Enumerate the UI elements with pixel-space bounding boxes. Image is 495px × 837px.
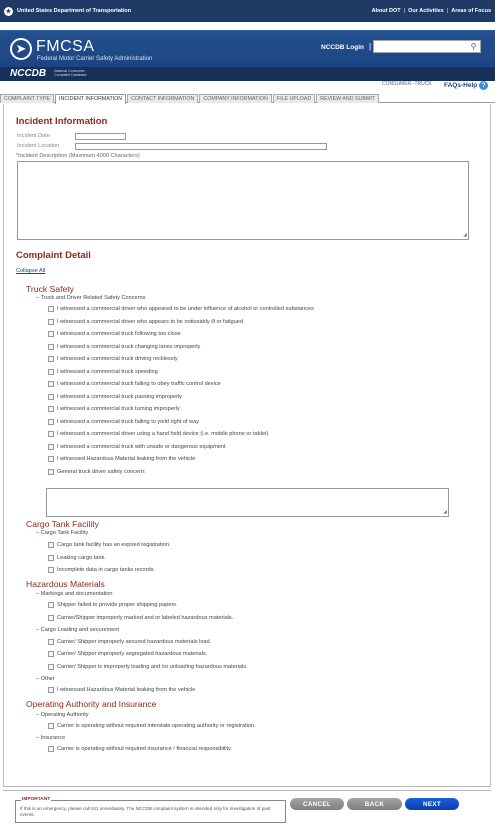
tab-file-upload[interactable]: FILE UPLOAD bbox=[273, 94, 315, 103]
checkbox-label: I witnessed a commercial truck speeding bbox=[57, 369, 158, 375]
agency-name: United States Department of Transportation bbox=[17, 8, 131, 14]
checkbox-label: I witnessed a commercial driver who appears to be noticeably ill or fatigued bbox=[57, 319, 243, 325]
truck-item-9[interactable] bbox=[48, 406, 180, 412]
consumer-truck-link[interactable]: CONSUMER--TRUCK bbox=[382, 81, 432, 87]
checkbox[interactable] bbox=[48, 369, 54, 375]
nccdb-login-link[interactable]: NCCDB Login bbox=[321, 44, 364, 51]
hazmat-heading: Hazardous Materials bbox=[26, 579, 105, 589]
truck-item-4[interactable] bbox=[48, 344, 200, 350]
resize-handle-icon[interactable]: ◢ bbox=[443, 509, 447, 515]
checkbox[interactable] bbox=[48, 664, 54, 670]
operating-authority-subheading: – Operating Authority bbox=[36, 712, 89, 718]
checkbox[interactable] bbox=[48, 615, 54, 621]
authority-item-1[interactable] bbox=[48, 723, 256, 729]
checkbox[interactable] bbox=[48, 381, 54, 387]
hazmat-other-subheading: – Other bbox=[36, 676, 55, 682]
checkbox[interactable] bbox=[48, 687, 54, 693]
checkbox-label: Incomplete data in cargo tanks records. bbox=[57, 567, 155, 573]
site-header bbox=[0, 30, 495, 67]
our-activities-link[interactable]: Our Activities bbox=[408, 8, 444, 14]
checkbox[interactable] bbox=[48, 542, 54, 548]
collapse-all-link[interactable]: Collapse All bbox=[16, 268, 46, 274]
checkbox-label: Carrier is operating without required insurance / financial responsibility. bbox=[57, 746, 232, 752]
checkbox-label: I witnessed a commercial driver who appeared to be under influence of alcohol or controlled substances bbox=[57, 306, 314, 312]
nccdb-logo: NCCDB bbox=[10, 68, 47, 79]
truck-item-2[interactable] bbox=[48, 319, 243, 325]
truck-item-7[interactable] bbox=[48, 381, 221, 387]
hazmat-markings-subheading: – Markings and documentation bbox=[36, 591, 113, 597]
footer-divider bbox=[3, 790, 491, 791]
checkbox[interactable] bbox=[48, 723, 54, 729]
complaint-detail-heading: Complaint Detail bbox=[16, 250, 91, 261]
general-concern-textarea[interactable] bbox=[46, 488, 449, 517]
header-divider: | bbox=[369, 42, 372, 51]
checkbox[interactable] bbox=[48, 567, 54, 573]
checkbox-label: Carrier/Shipper improperly marked and or labeled hazardous materials. bbox=[57, 615, 234, 621]
truck-item-3[interactable] bbox=[48, 331, 181, 337]
hazmat-item-6[interactable] bbox=[48, 687, 195, 693]
checkbox[interactable] bbox=[48, 651, 54, 657]
truck-item-1[interactable] bbox=[48, 306, 314, 312]
faq-label[interactable]: FAQs-Help bbox=[444, 82, 478, 89]
checkbox-label: I witnessed a commercial truck driving recklessly bbox=[57, 356, 178, 362]
checkbox-label: Carrier/ Shipper is improperly loading and /or unloading hazardous materials. bbox=[57, 664, 248, 670]
important-legend: IMPORTANT bbox=[22, 797, 51, 802]
search-icon[interactable]: ⚲ bbox=[470, 42, 477, 51]
checkbox-label: I witnessed a commercial truck failing to obey traffic control device bbox=[57, 381, 221, 387]
checkbox-label: I witnessed a commercial truck passing improperly bbox=[57, 394, 182, 400]
truck-item-6[interactable] bbox=[48, 369, 158, 375]
about-dot-link[interactable]: About DOT bbox=[371, 8, 401, 14]
checkbox[interactable] bbox=[48, 639, 54, 645]
tab-company-information[interactable]: COMPANY INFORMATION bbox=[199, 94, 271, 103]
checkbox-label: I witnessed a commercial truck following too close bbox=[57, 331, 181, 337]
resize-handle-icon[interactable]: ◢ bbox=[463, 232, 467, 238]
checkbox[interactable] bbox=[48, 555, 54, 561]
hazmat-item-2[interactable] bbox=[48, 615, 233, 621]
important-notice bbox=[15, 797, 286, 823]
checkbox-label: Carrier/ Shipper improperly secured hazardous materials load. bbox=[57, 639, 212, 645]
checkbox[interactable] bbox=[48, 344, 54, 350]
nccdb-logo-subtitle: National Consumer Complaint Database bbox=[54, 69, 87, 77]
search-input[interactable] bbox=[373, 40, 481, 53]
hazmat-item-5[interactable] bbox=[48, 664, 248, 670]
hazmat-item-1[interactable] bbox=[48, 602, 178, 608]
truck-item-11[interactable] bbox=[48, 431, 268, 437]
incident-date-label: Incident Date bbox=[17, 133, 50, 139]
truck-safety-heading: Truck Safety bbox=[26, 284, 74, 294]
truck-item-8[interactable] bbox=[48, 394, 182, 400]
checkbox-label: Shipper failed to provide proper shipping papers. bbox=[57, 602, 178, 608]
checkbox[interactable] bbox=[48, 419, 54, 425]
hazmat-item-3[interactable] bbox=[48, 639, 211, 645]
cancel-button[interactable]: CANCEL bbox=[290, 798, 344, 810]
tab-contact-information[interactable]: CONTACT INFORMATION bbox=[127, 94, 198, 103]
brand-title[interactable]: FMCSA bbox=[36, 38, 95, 55]
truck-item-10[interactable] bbox=[48, 419, 199, 425]
checkbox[interactable] bbox=[48, 331, 54, 337]
incident-location-label: Incident Location bbox=[17, 143, 60, 149]
incident-information-heading: Incident Information bbox=[16, 116, 108, 127]
truck-item-13[interactable] bbox=[48, 456, 195, 462]
checkbox-label: Carrier is operating without required interstate operating authority or registration. bbox=[57, 723, 256, 729]
incident-description-label: *Incident Description (Maximum 4000 Characters) bbox=[16, 153, 140, 159]
checkbox-label: I witnessed Hazardous Material leaking from the vehicle bbox=[57, 687, 196, 693]
truck-driver-subheading: – Truck and Driver Related Safety Concerns bbox=[36, 295, 146, 301]
checkbox[interactable] bbox=[48, 746, 54, 752]
truck-item-5[interactable] bbox=[48, 356, 178, 362]
cargo-tank-heading: Cargo Tank Facility bbox=[26, 519, 99, 529]
tab-review-and-submit[interactable]: REVIEW AND SUBMIT bbox=[316, 94, 379, 103]
checkbox-label: Cargo tank facility has an expired registration. bbox=[57, 542, 171, 548]
cargo-item-2[interactable] bbox=[48, 555, 106, 561]
checkbox[interactable] bbox=[48, 602, 54, 608]
truck-item-12[interactable] bbox=[48, 444, 226, 450]
checkbox[interactable] bbox=[48, 319, 54, 325]
checkbox[interactable] bbox=[48, 431, 54, 437]
checkbox[interactable] bbox=[48, 394, 54, 400]
tab-incident-information[interactable]: INCIDENT INFORMATION bbox=[55, 94, 126, 104]
cargo-item-3[interactable] bbox=[48, 567, 155, 573]
wizard-tabs bbox=[0, 94, 495, 103]
truck-item-14[interactable] bbox=[48, 469, 146, 475]
nccdb-banner bbox=[0, 67, 495, 81]
checkbox[interactable] bbox=[48, 356, 54, 362]
checkbox-label: I witnessed a commercial truck turning improperly bbox=[57, 406, 180, 412]
cargo-item-1[interactable] bbox=[48, 542, 171, 548]
help-icon[interactable]: ? bbox=[479, 81, 488, 90]
back-button[interactable]: BACK bbox=[347, 798, 402, 810]
next-button[interactable]: NEXT bbox=[405, 798, 459, 810]
checkbox[interactable] bbox=[48, 469, 54, 475]
checkbox[interactable] bbox=[48, 306, 54, 312]
checkbox-label: I witnessed a commercial driver using a hand held device (i.e. mobile phone or tablet) bbox=[57, 431, 269, 437]
faq-help-link[interactable] bbox=[444, 81, 488, 90]
hazmat-item-4[interactable] bbox=[48, 651, 207, 657]
dot-seal-icon: ★ bbox=[5, 8, 12, 15]
tab-complaint-type[interactable]: COMPLAINT TYPE bbox=[0, 94, 54, 103]
checkbox[interactable] bbox=[48, 406, 54, 412]
checkbox[interactable] bbox=[48, 444, 54, 450]
checkbox-label: I witnessed a commercial truck changing lanes improperly bbox=[57, 344, 201, 350]
checkbox-label: I witnessed a commercial truck failing to yield right of way bbox=[57, 419, 200, 425]
cargo-tank-subheading: – Cargo Tank Facility bbox=[36, 530, 89, 536]
checkbox[interactable] bbox=[48, 456, 54, 462]
insurance-subheading: – Insurance bbox=[36, 735, 66, 741]
authority-item-2[interactable] bbox=[48, 746, 232, 752]
hazmat-loading-subheading: – Cargo Loading and securement bbox=[36, 627, 120, 633]
checkbox-label: I witnessed Hazardous Material leaking from the vehicle bbox=[57, 456, 196, 462]
checkbox-label: General truck driver safety concern: bbox=[57, 469, 146, 475]
checkbox-label: Carrier/ Shipper improperly segregated hazardous materials. bbox=[57, 651, 208, 657]
areas-of-focus-link[interactable]: Areas of Focus bbox=[451, 8, 491, 14]
authority-heading: Operating Authority and Insurance bbox=[26, 699, 157, 709]
incident-date-input[interactable] bbox=[75, 133, 126, 140]
brand-subtitle: Federal Motor Carrier Safety Administration bbox=[37, 56, 153, 62]
checkbox-label: Leaking cargo tank. bbox=[57, 555, 106, 561]
checkbox-label: I witnessed a commercial truck with unsafe or dangerous equipment bbox=[57, 444, 226, 450]
fmcsa-logo-icon[interactable]: ➤ bbox=[10, 38, 32, 60]
incident-location-input[interactable] bbox=[75, 143, 327, 150]
important-text: If this is an emergency, please call 911 immediately. The NCCDB complaint system is intended only for investigation of past events. bbox=[20, 806, 271, 817]
top-bar: ★ United States Department of Transportation About DOT | Our Activities | Areas of Focus bbox=[0, 0, 495, 22]
incident-description-textarea[interactable] bbox=[17, 161, 469, 240]
